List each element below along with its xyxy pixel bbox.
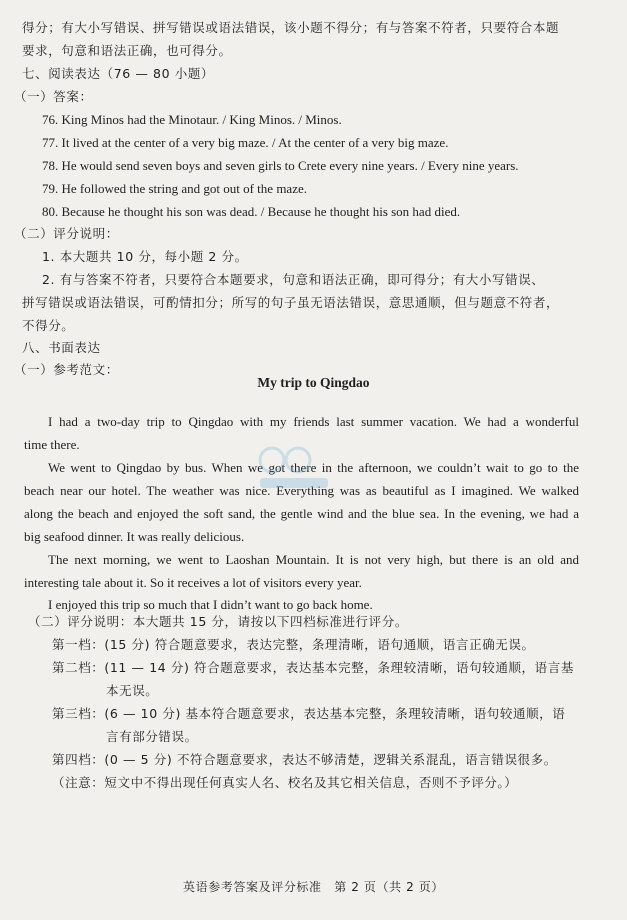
grade-tier-3: 第三档：(6 — 10 分) 基本符合题意要求，表达基本完整，条理较清晰，语句较通顺，语 — [52, 706, 566, 721]
essay-line-9: I enjoyed this trip so much that I didn’t want to go back home. — [48, 597, 373, 612]
sample-essay-label: （一）参考范文： — [14, 362, 119, 377]
answer-78: 78. He would send seven boys and seven girls to Crete every nine years. / Every nine years. — [42, 158, 519, 173]
scoring-note-2-end: 不得分。 — [22, 318, 75, 333]
answer-80: 80. Because he thought his son was dead. / Because he thought his son had died. — [42, 204, 461, 219]
grade-tier-4: 第四档：(0 — 5 分) 不符合题意要求，表达不够清楚，逻辑关系混乱，语言错误很多。 — [52, 752, 557, 767]
grade-tier-2: 第二档：(11 — 14 分) 符合题意要求，表达基本完整，条理较清晰，语句较通顺，语言基 — [52, 660, 574, 675]
essay-line-1: I had a two-day trip to Qingdao with my friends last summer vacation. We had a wonderful — [48, 414, 579, 429]
essay-line-6: big seafood dinner. It was really delicious. — [24, 529, 245, 544]
page-footer: 英语参考答案及评分标准 第 2 页（共 2 页） — [183, 880, 444, 894]
essay-line-3: We went to Qingdao by bus. When we got there in the afternoon, we couldn’t wait to go to the — [48, 460, 579, 475]
scoring-note-2-cont: 拼写错误或语法错误，可酌情扣分；所写的句子虽无语法错误，意思通顺，但与题意不符者， — [22, 295, 560, 310]
essay-note: （注意：短文中不得出现任何真实人名、校名及其它相关信息，否则不予评分。） — [52, 775, 518, 790]
essay-line-2: time there. — [24, 437, 80, 452]
watermark-logo — [254, 440, 334, 500]
section-7-heading: 七、阅读表达（76 — 80 小题） — [22, 66, 215, 81]
essay-line-7: The next morning, we went to Laoshan Mountain. It is not very high, but there is an old and — [48, 552, 579, 567]
continuation-line-1: 得分；有大小写错误、拼写错误或语法错误，该小题不得分；有与答案不符者，只要符合本题 — [22, 20, 560, 35]
essay-line-8: interesting tale about it. So it receives a lot of visitors every year. — [24, 575, 362, 590]
scoring-notes-label: （二）评分说明： — [14, 226, 119, 241]
answer-76: 76. King Minos had the Minotaur. / King Minos. / Minos. — [42, 112, 342, 127]
grade-tier-3-cont: 言有部分错误。 — [106, 729, 198, 744]
grade-tier-1: 第一档：(15 分) 符合题意要求，表达完整，条理清晰，语句通顺，语言正确无误。 — [52, 637, 535, 652]
answer-79: 79. He followed the string and got out of the maze. — [42, 181, 307, 196]
essay-line-4: beach near our hotel. The weather was nice. Everything was as beautiful as I imagined. We walked — [24, 483, 579, 498]
scoring-note-2: 2. 有与答案不符者，只要符合本题要求，句意和语法正确，即可得分；有大小写错误、 — [42, 272, 545, 287]
scoring-note-1: 1. 本大题共 10 分，每小题 2 分。 — [42, 249, 248, 264]
essay-title: My trip to Qingdao — [257, 375, 370, 390]
grading-intro: （二）评分说明：本大题共 15 分，请按以下四档标准进行评分。 — [28, 614, 408, 629]
answers-label: （一）答案： — [14, 89, 93, 104]
section-8-heading: 八、书面表达 — [22, 340, 101, 355]
essay-line-5: along the beach and enjoyed the soft sand, the gentle wind and the blue sea. In the evening, we had a — [24, 506, 579, 521]
grade-tier-2-cont: 本无误。 — [106, 683, 159, 698]
continuation-line-2: 要求，句意和语法正确，也可得分。 — [22, 43, 232, 58]
answer-77: 77. It lived at the center of a very big maze. / At the center of a very big maze. — [42, 135, 449, 150]
